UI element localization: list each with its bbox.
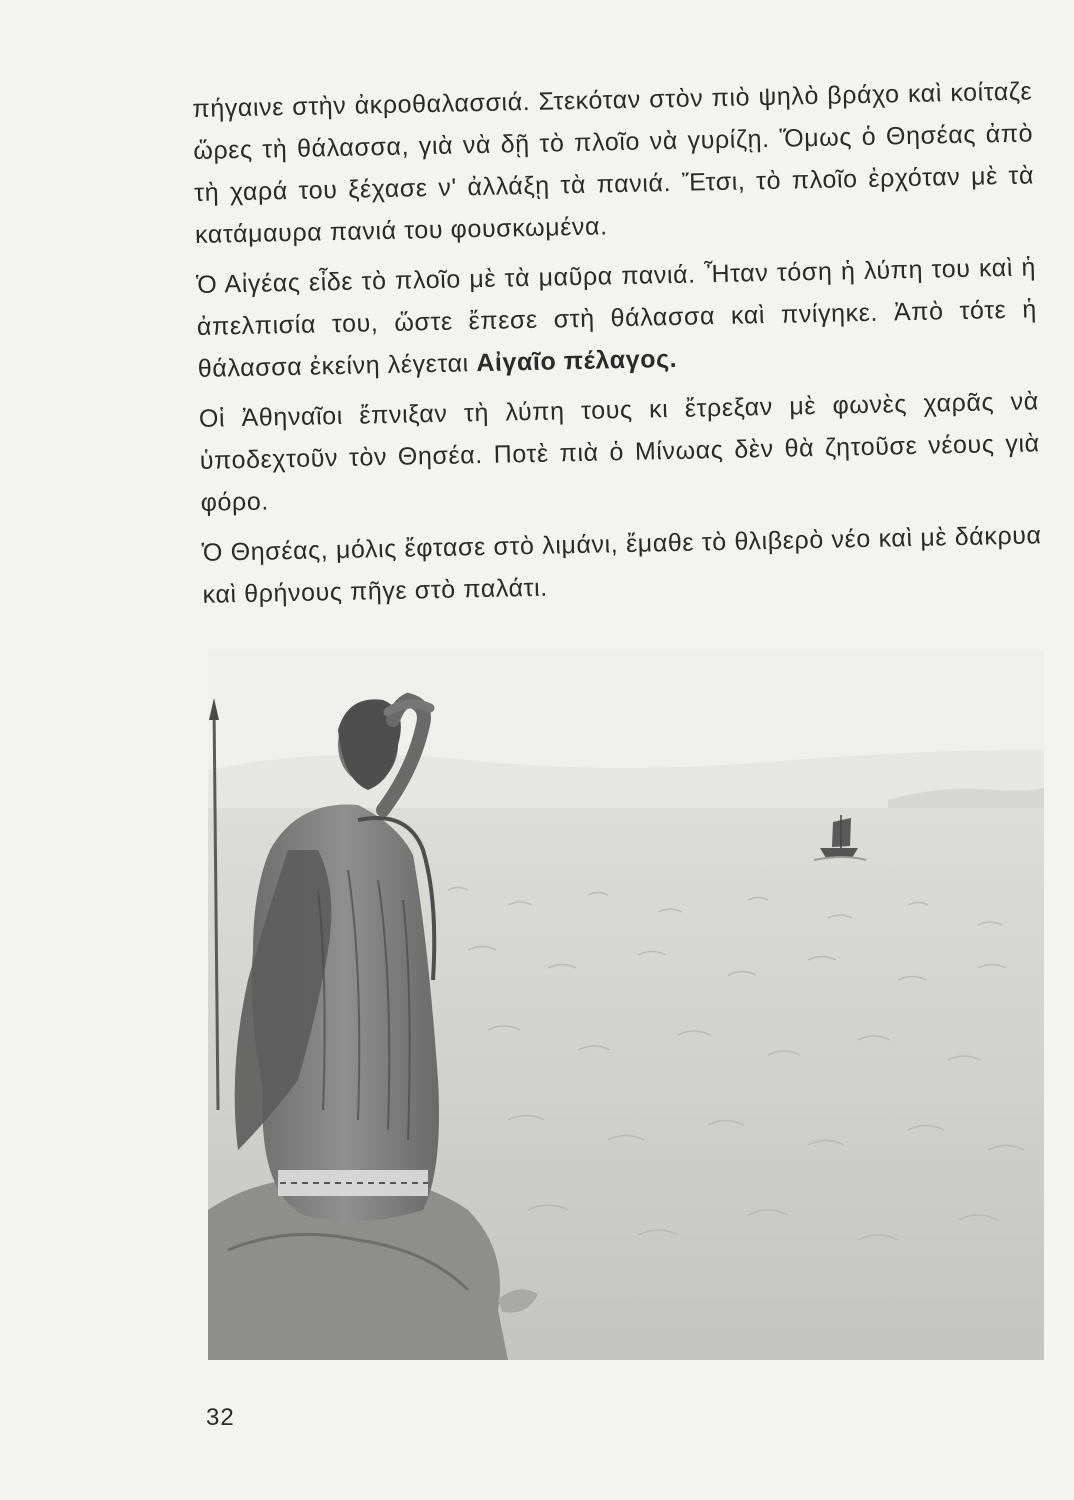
paragraph [201, 514, 1043, 616]
paragraph [192, 70, 1035, 256]
paragraph-text: Ὁ Θησέας, μόλις ἔφτασε στὸ λιμάνι, ἔμαθε τὸ θλιβερὸ νέο καὶ μὲ δάκρυα καὶ θρήνους πῆγε στὸ παλάτι. [201, 521, 1042, 609]
paragraph [198, 380, 1040, 524]
paragraph-text: πήγαινε στὴν ἀκροθαλασσιά. Στεκόταν στὸν πιὸ ψηλὸ βράχο καὶ κοίταζε ὥρες τὴ θάλασσα, γιὰ νὰ δῇ τὸ πλοῖο νὰ γυρίζῃ. Ὅμως ὁ Θησέας ἀπὸ τὴ χαρά του ξέχασε ν' ἀλλάξῃ τὰ πανιά. Ἔτσι, τὸ πλοῖο ἐρχόταν μὲ τὰ κατάμαυρα πανιά του φουσκωμένα. [192, 77, 1035, 249]
bold-phrase: Αἰγαῖο πέλαγος. [475, 344, 678, 378]
illustration [208, 650, 1044, 1360]
paragraph-text: Ὁ Αἰγέας εἶδε τὸ πλοῖο μὲ τὰ μαῦρα πανιά. Ἦταν τόση ἡ λύπη του καὶ ἡ ἀπελπισία του, ὥστε ἔπεσε στὴ θάλασσα καὶ πνίγηκε. Ἀπὸ τότε ἡ θάλασσα ἐκείνη λέγεται [195, 253, 1038, 383]
robe-hem [278, 1170, 428, 1196]
paragraph-text: Οἱ Ἀθηναῖοι ἔπνιξαν τὴ λύπη τους κι ἔτρεξαν μὲ φωνὲς χαρᾶς νὰ ὑποδεχτοῦν τὸν Θησέα. Ποτὲ πιὰ ὁ Μίνωας δὲν θὰ ζητοῦσε νέους γιὰ φόρο. [198, 387, 1040, 517]
page-number: 32 [206, 1404, 235, 1431]
illustration-drawing [208, 650, 1044, 1360]
paragraph [196, 246, 1038, 390]
body-text [192, 70, 1043, 623]
